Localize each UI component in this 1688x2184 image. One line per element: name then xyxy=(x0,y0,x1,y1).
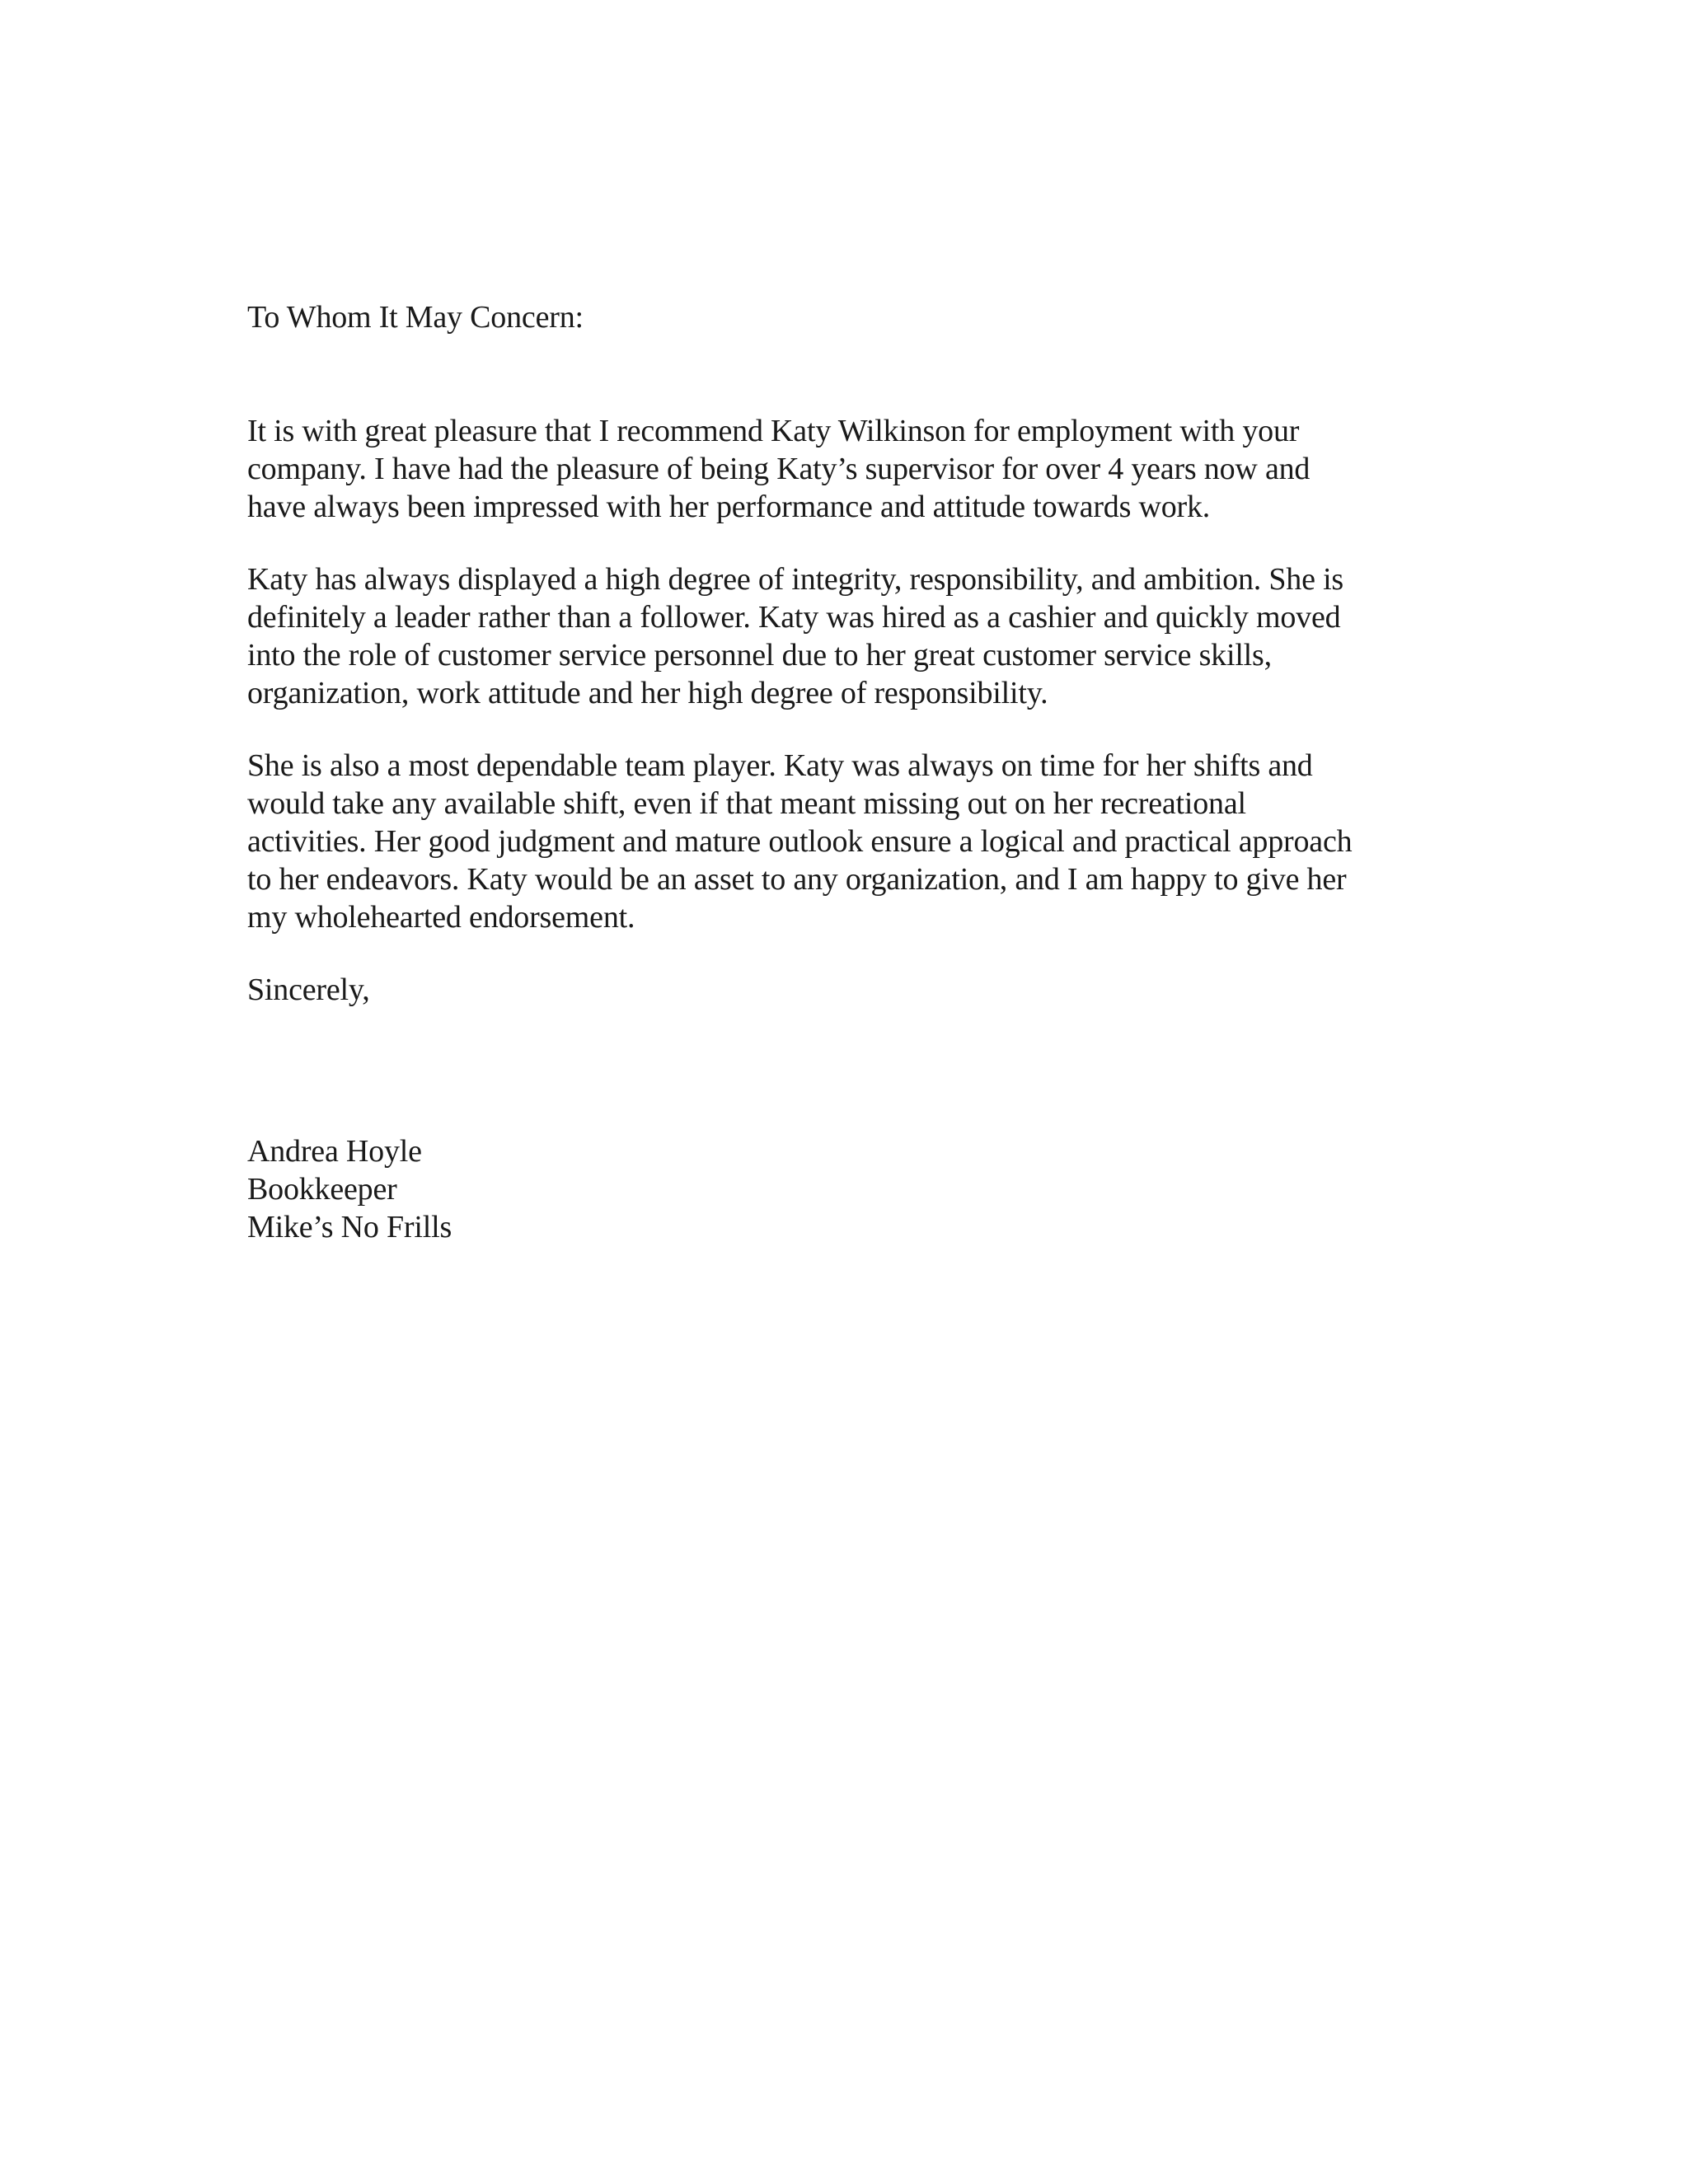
paragraph-line: have always been impressed with her performance and attitude towards work. xyxy=(247,490,1211,524)
signer-company: Mike’s No Frills xyxy=(247,1210,452,1244)
closing xyxy=(247,971,1451,1009)
paragraph-line: organization, work attitude and her high degree of responsibility. xyxy=(247,676,1048,710)
paragraph-line: my wholehearted endorsement. xyxy=(247,900,635,935)
paragraph-qualities xyxy=(247,560,1451,712)
paragraph-dependability xyxy=(247,747,1451,936)
paragraph-line: to her endeavors. Katy would be an asset to any organization, and I am happy to give her xyxy=(247,862,1347,897)
paragraph-line: activities. Her good judgment and mature outlook ensure a logical and practical approach xyxy=(247,824,1353,859)
recommendation-letter xyxy=(247,298,1451,1246)
signer-block xyxy=(247,1132,1451,1246)
closing-text: Sincerely, xyxy=(247,972,370,1007)
paragraph-line: company. I have had the pleasure of being Katy’s supervisor for over 4 years now and xyxy=(247,452,1311,486)
paragraph-line: Katy has always displayed a high degree of integrity, responsibility, and ambition. She is xyxy=(247,562,1344,597)
paragraph-line: definitely a leader rather than a follower. Katy was hired as a cashier and quickly moved xyxy=(247,600,1341,635)
paragraph-line: She is also a most dependable team player. Katy was always on time for her shifts and xyxy=(247,748,1313,783)
paragraph-line: into the role of customer service personnel due to her great customer service skills, xyxy=(247,638,1272,673)
signer-name: Andrea Hoyle xyxy=(247,1134,422,1169)
salutation xyxy=(247,298,1451,336)
salutation-text: To Whom It May Concern: xyxy=(247,300,584,335)
paragraph-line: would take any available shift, even if that meant missing out on her recreational xyxy=(247,786,1246,821)
signature-space xyxy=(247,1009,1451,1132)
paragraph-line: It is with great pleasure that I recommend Katy Wilkinson for employment with your xyxy=(247,414,1300,448)
signer-title: Bookkeeper xyxy=(247,1172,397,1207)
paragraph-recommendation xyxy=(247,412,1451,526)
